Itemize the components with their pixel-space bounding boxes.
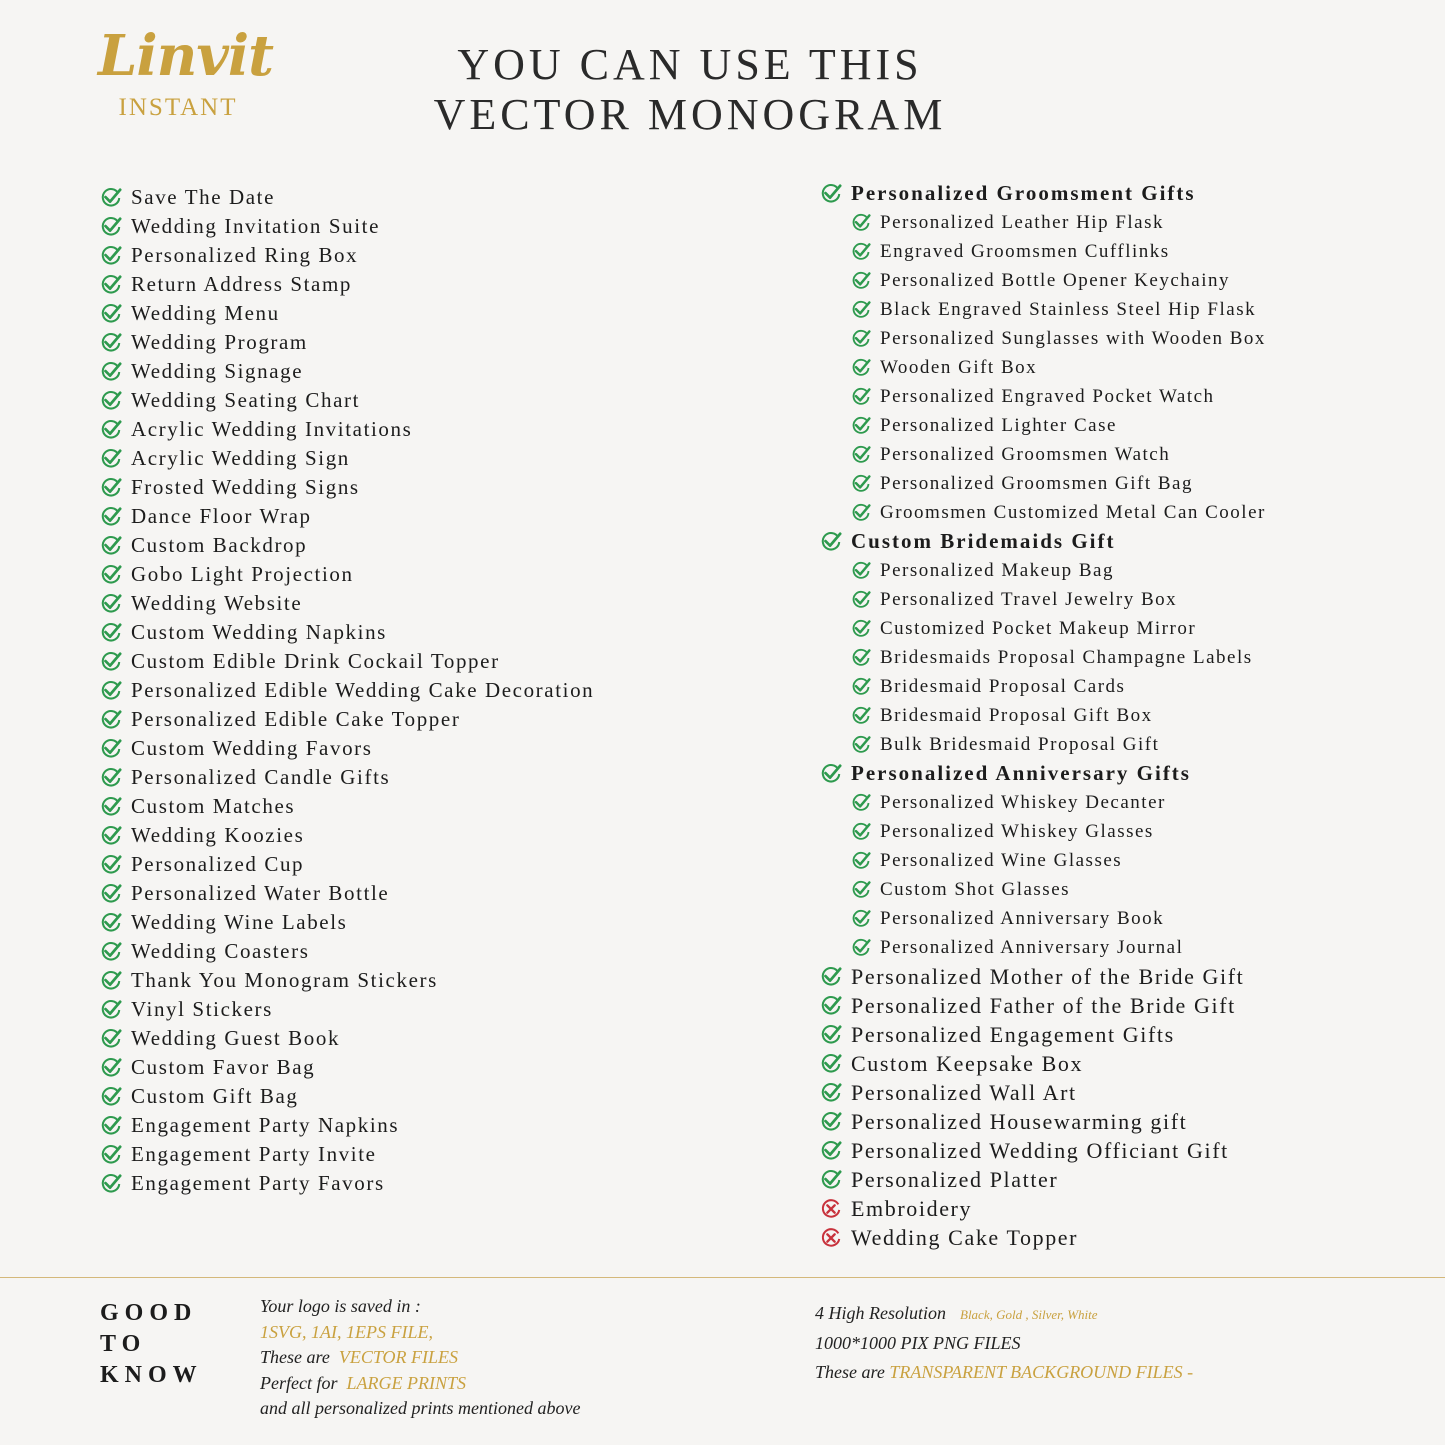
check-icon [100,970,122,992]
list-item [100,995,594,1024]
list-item [100,879,594,908]
info-file-types: 1SVG, 1AI, 1EPS FILE, [260,1321,433,1342]
list-item [100,705,594,734]
list-item [100,1053,594,1082]
list-item [100,212,594,241]
info-line: 4 High Resolution Black, Gold , Silver, White [815,1303,1098,1323]
category-heading [820,759,1266,788]
list-item [820,237,1266,266]
list-item [820,788,1266,817]
check-icon [100,1115,122,1137]
list-item-label: Wooden Gift Box [880,356,1038,378]
list-item [820,1165,1266,1194]
list-item-label: Personalized Makeup Bag [880,559,1114,581]
check-icon [851,677,871,697]
check-icon [851,735,871,755]
list-item-label: Wedding Wine Labels [131,910,348,934]
check-icon [100,825,122,847]
list-item-label: Personalized Wedding Officiant Gift [851,1137,1229,1163]
list-item [820,904,1266,933]
check-icon [851,938,871,958]
list-item-label: Custom Keepsake Box [851,1050,1084,1076]
check-icon [851,793,871,813]
check-icon [100,1086,122,1108]
list-item-label: Personalized Wine Glasses [880,849,1123,871]
cross-icon [820,1227,842,1249]
check-icon [851,271,871,291]
check-icon [100,1173,122,1195]
list-item-label: Engagement Party Favors [131,1171,385,1195]
list-item [100,908,594,937]
page-title [380,40,1000,140]
list-item [100,241,594,270]
list-item [820,1078,1266,1107]
list-item-label: Bulk Bridesmaid Proposal Gift [880,733,1160,755]
list-item-label: Personalized Groomsmen Gift Bag [880,472,1193,494]
list-item [820,498,1266,527]
category-heading [820,179,1266,208]
check-icon [100,767,122,789]
brand-logo [98,23,274,122]
list-item-label: Personalized Whiskey Glasses [880,820,1154,842]
list-item [100,473,594,502]
check-icon [100,912,122,934]
list-item-label: Personalized Mother of the Bride Gift [851,963,1245,989]
list-item [100,589,594,618]
check-icon [851,503,871,523]
info-vector-files: VECTOR FILES [338,1347,458,1367]
check-icon [851,474,871,494]
list-item [820,1136,1266,1165]
list-item-label: Thank You Monogram Stickers [131,968,438,992]
good-to-know-word: KNOW [100,1362,203,1388]
list-item-label: Engraved Groomsmen Cufflinks [880,240,1170,262]
logo-subtitle: INSTANT [118,94,238,121]
list-item [100,502,594,531]
list-item [100,937,594,966]
check-icon [851,619,871,639]
title-line-2: VECTOR MONOGRAM [433,90,947,139]
list-item-label: Wedding Seating Chart [131,388,361,412]
info-line: Perfect for LARGE PRINTS [260,1372,466,1393]
list-item [100,676,594,705]
list-item [820,933,1266,962]
check-icon [100,564,122,586]
list-item-label: Acrylic Wedding Invitations [131,417,413,441]
info-line: Your logo is saved in : [260,1296,421,1316]
list-item [100,444,594,473]
list-item-label: Wedding Program [131,330,308,354]
list-item [820,440,1266,469]
list-item [100,618,594,647]
list-item-label: Bridesmaids Proposal Champagne Labels [880,646,1253,668]
list-item [100,328,594,357]
list-item [820,1107,1266,1136]
check-icon [820,1140,842,1162]
list-item [100,183,594,212]
list-item-label: Bridesmaid Proposal Cards [880,675,1126,697]
list-item [100,966,594,995]
list-item-label: Personalized Candle Gifts [131,765,391,789]
list-item [100,821,594,850]
list-item [100,531,594,560]
list-item-label: Wedding Cake Topper [851,1224,1079,1250]
check-icon [100,999,122,1021]
good-to-know-word: GOOD [100,1300,198,1326]
list-item [100,1111,594,1140]
list-item-label: Personalized Bottle Opener Keychainy [880,269,1230,291]
list-item-label: Custom Favor Bag [131,1055,316,1079]
good-to-know-heading [100,1298,203,1391]
list-item [820,730,1266,759]
cross-icon [820,1198,842,1220]
list-item-label: Custom Edible Drink Cockail Topper [131,649,500,673]
list-item-label: Wedding Website [131,591,303,615]
list-item-label: Personalized Cup [131,852,305,876]
list-item-label: Vinyl Stickers [131,997,273,1021]
list-item-label: Personalized Housewarming gift [851,1108,1188,1134]
check-icon [820,1024,842,1046]
list-item-label: Custom Matches [131,794,296,818]
list-item-label: Personalized Sunglasses with Wooden Box [880,327,1266,349]
list-item-label: Personalized Water Bottle [131,881,390,905]
list-item [820,1223,1266,1252]
list-item-label: Wedding Coasters [131,939,310,963]
list-item-label: Dance Floor Wrap [131,504,312,528]
check-icon [100,361,122,383]
list-item [100,1169,594,1198]
check-icon [851,213,871,233]
list-item-label: Personalized Wall Art [851,1079,1077,1105]
check-icon [100,390,122,412]
list-item-label: Save The Date [131,185,276,209]
check-icon [851,445,871,465]
list-item-label: Personalized Edible Wedding Cake Decoration [131,678,595,702]
list-item-label: Personalized Lighter Case [880,414,1117,436]
list-item [820,991,1266,1020]
check-icon [851,561,871,581]
info-color-variants: Black, Gold , Silver, White [960,1307,1098,1322]
list-item [820,353,1266,382]
check-icon [851,387,871,407]
info-line: These are VECTOR FILES [260,1347,458,1367]
check-icon [100,245,122,267]
list-item-label: Personalized Father of the Bride Gift [851,992,1236,1018]
list-item [820,295,1266,324]
png-file-info [815,1299,1193,1387]
list-item-label: Groomsmen Customized Metal Can Cooler [880,501,1266,523]
list-item-label: Personalized Anniversary Gifts [851,761,1191,785]
list-item [100,357,594,386]
title-line-1: YOU CAN USE THIS [457,40,923,89]
check-icon [100,593,122,615]
list-item [820,382,1266,411]
check-icon [100,796,122,818]
check-icon [820,1053,842,1075]
list-item [100,1024,594,1053]
check-icon [100,883,122,905]
list-item-label: Personalized Groomsment Gifts [851,181,1196,205]
list-item [820,817,1266,846]
list-item [820,411,1266,440]
check-icon [100,506,122,528]
list-item-label: Wedding Guest Book [131,1026,341,1050]
list-item-label: Engagement Party Napkins [131,1113,400,1137]
check-icon [851,329,871,349]
check-icon [851,851,871,871]
check-icon [100,651,122,673]
info-large-prints: LARGE PRINTS [346,1372,466,1393]
list-item-label: Personalized Travel Jewelry Box [880,588,1178,610]
list-item [100,299,594,328]
list-item-label: Black Engraved Stainless Steel Hip Flask [880,298,1257,320]
check-icon [100,187,122,209]
check-icon [100,535,122,557]
list-item-label: Custom Wedding Favors [131,736,373,760]
info-transparent-files: TRANSPARENT BACKGROUND FILES - [889,1362,1194,1382]
check-icon [851,822,871,842]
list-item-label: Personalized Engagement Gifts [851,1021,1175,1047]
list-item [820,469,1266,498]
list-item-label: Custom Shot Glasses [880,878,1071,900]
list-item [100,850,594,879]
list-item-label: Return Address Stamp [131,272,352,296]
list-item-label: Personalized Engraved Pocket Watch [880,385,1215,407]
check-icon [851,880,871,900]
list-item-label: Wedding Invitation Suite [131,214,381,238]
list-item [100,734,594,763]
check-icon [100,941,122,963]
list-item [100,270,594,299]
list-item-label: Personalized Leather Hip Flask [880,211,1165,233]
list-item-label: Customized Pocket Makeup Mirror [880,617,1197,639]
list-item [100,792,594,821]
list-item-label: Personalized Ring Box [131,243,359,267]
check-icon [820,763,842,785]
list-item [820,585,1266,614]
info-line: 1000*1000 PIX PNG FILES [815,1333,1021,1353]
check-icon [820,183,842,205]
list-item [820,266,1266,295]
list-item [100,386,594,415]
list-item [100,1140,594,1169]
check-icon [100,477,122,499]
list-item-label: Custom Bridemaids Gift [851,529,1116,553]
check-icon [851,358,871,378]
list-item [100,647,594,676]
list-item [820,643,1266,672]
list-item-label: Custom Wedding Napkins [131,620,387,644]
list-item [820,1020,1266,1049]
right-product-list [820,179,1266,1252]
list-item-label: Gobo Light Projection [131,562,354,586]
check-icon [820,1169,842,1191]
list-item-label: Frosted Wedding Signs [131,475,360,499]
list-item [820,846,1266,875]
list-item-label: Personalized Groomsmen Watch [880,443,1171,465]
check-icon [100,1057,122,1079]
list-item [820,701,1266,730]
check-icon [851,706,871,726]
category-heading [820,527,1266,556]
check-icon [820,966,842,988]
list-item [820,208,1266,237]
list-item-label: Embroidery [851,1195,973,1221]
list-item-label: Custom Gift Bag [131,1084,299,1108]
check-icon [820,1111,842,1133]
check-icon [851,590,871,610]
check-icon [851,300,871,320]
check-icon [100,709,122,731]
check-icon [100,419,122,441]
list-item [820,614,1266,643]
check-icon [851,242,871,262]
list-item-label: Personalized Anniversary Book [880,907,1165,929]
info-line: These are TRANSPARENT BACKGROUND FILES - [815,1362,1194,1382]
list-item-label: Personalized Whiskey Decanter [880,791,1166,813]
check-icon [100,332,122,354]
check-icon [851,416,871,436]
logo-wordmark: Linvit [98,23,274,89]
list-item-label: Bridesmaid Proposal Gift Box [880,704,1153,726]
list-item [100,415,594,444]
check-icon [820,1082,842,1104]
list-item [820,1194,1266,1223]
list-item-label: Acrylic Wedding Sign [131,446,350,470]
list-item [820,324,1266,353]
check-icon [100,1028,122,1050]
list-item-label: Wedding Signage [131,359,304,383]
check-icon [100,1144,122,1166]
info-line: and all personalized prints mentioned above [260,1398,581,1418]
list-item-label: Personalized Anniversary Journal [880,936,1184,958]
list-item-label: Personalized Edible Cake Topper [131,707,461,731]
file-format-info [260,1294,580,1422]
list-item [820,672,1266,701]
list-item [100,1082,594,1111]
check-icon [100,303,122,325]
check-icon [100,738,122,760]
list-item-label: Wedding Menu [131,301,280,325]
check-icon [100,448,122,470]
check-icon [100,216,122,238]
check-icon [100,680,122,702]
good-to-know-word: TO [100,1331,147,1357]
check-icon [851,648,871,668]
check-icon [100,274,122,296]
list-item [820,962,1266,991]
list-item [820,1049,1266,1078]
list-item-label: Personalized Platter [851,1166,1059,1192]
check-icon [820,531,842,553]
list-item-label: Wedding Koozies [131,823,305,847]
check-icon [851,909,871,929]
check-icon [820,995,842,1017]
list-item [820,875,1266,904]
left-product-list [100,183,594,1198]
check-icon [100,622,122,644]
list-item [100,560,594,589]
list-item-label: Engagement Party Invite [131,1142,377,1166]
footer-divider [0,1277,1445,1278]
list-item [820,556,1266,585]
list-item [100,763,594,792]
check-icon [100,854,122,876]
list-item-label: Custom Backdrop [131,533,308,557]
